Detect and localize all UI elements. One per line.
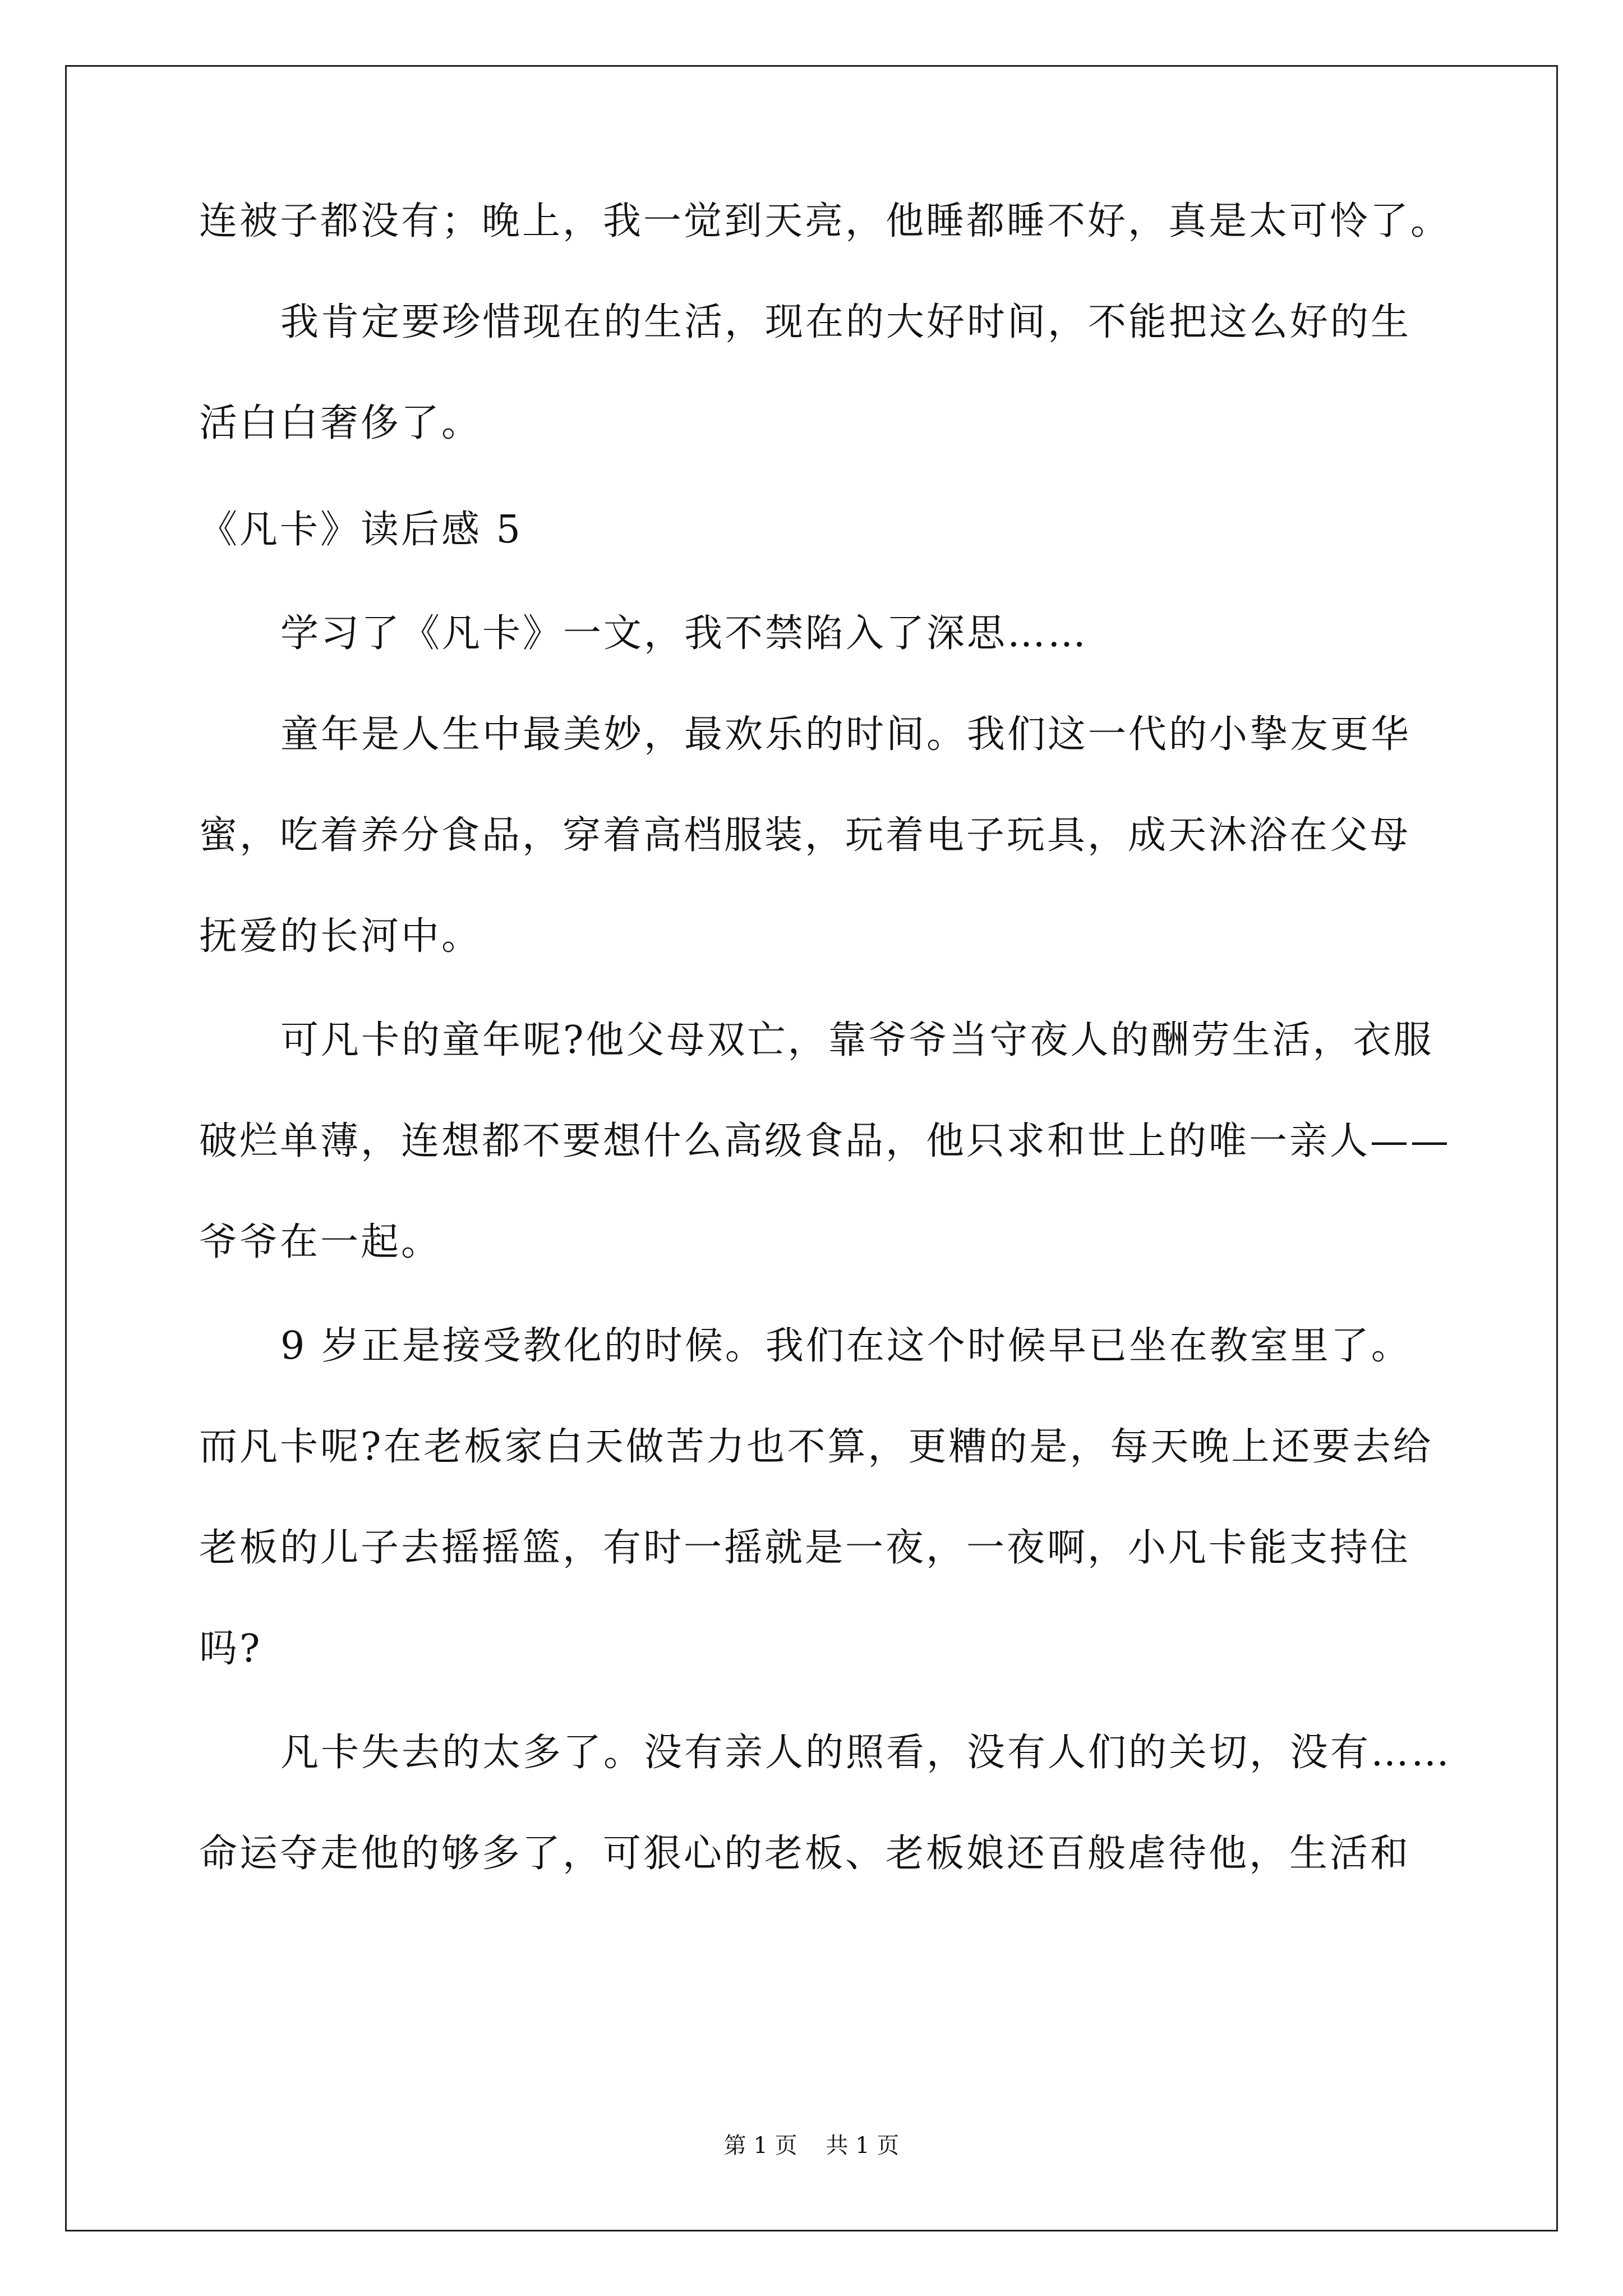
paragraph-line: 可凡卡的童年呢?他父母双亡，靠爷爷当守夜人的酬劳生活，衣服 — [280, 1018, 1434, 1062]
paragraph-line: 而凡卡呢?在老板家白天做苦力也不算，更糟的是，每天晚上还要去给 — [199, 1425, 1433, 1469]
section-heading: 《凡卡》读后感 5 — [199, 508, 523, 552]
paragraph-line: 连被子都没有；晚上，我一觉到天亮，他睡都睡不好，真是太可怜了。 — [199, 199, 1451, 243]
paragraph-line: 命运夺走他的够多了，可狠心的老板、老板娘还百般虐待他，生活和 — [199, 1832, 1411, 1876]
paragraph-line: 吗? — [199, 1627, 262, 1671]
paragraph-line: 老板的儿子去摇摇篮，有时一摇就是一夜，一夜啊，小凡卡能支持住 — [199, 1526, 1411, 1570]
paragraph-line: 活白白奢侈了。 — [199, 401, 482, 445]
paragraph-line: 9 岁正是接受教化的时候。我们在这个时候早已坐在教室里了。 — [280, 1324, 1412, 1368]
paragraph-line: 爷爷在一起。 — [199, 1220, 442, 1264]
paragraph-line: 童年是人生中最美妙，最欢乐的时间。我们这一代的小挚友更华 — [280, 712, 1412, 757]
page-footer: 第 1 页 共 1 页 — [723, 2133, 900, 2159]
paragraph-line: 蜜，吃着养分食品，穿着高档服装，玩着电子玩具，成天沐浴在父母 — [199, 813, 1411, 858]
paragraph-line: 我肯定要珍惜现在的生活，现在的大好时间，不能把这么好的生 — [280, 300, 1412, 344]
paragraph-line: 学习了《凡卡》一文，我不禁陷入了深思…… — [280, 611, 1089, 656]
paragraph-line: 抚爱的长河中。 — [199, 914, 482, 959]
paragraph-line: 凡卡失去的太多了。没有亲人的照看，没有人们的关切，没有…… — [280, 1731, 1452, 1775]
paragraph-line: 破烂单薄，连想都不要想什么高级食品，他只求和世上的唯一亲人—— — [199, 1119, 1451, 1163]
